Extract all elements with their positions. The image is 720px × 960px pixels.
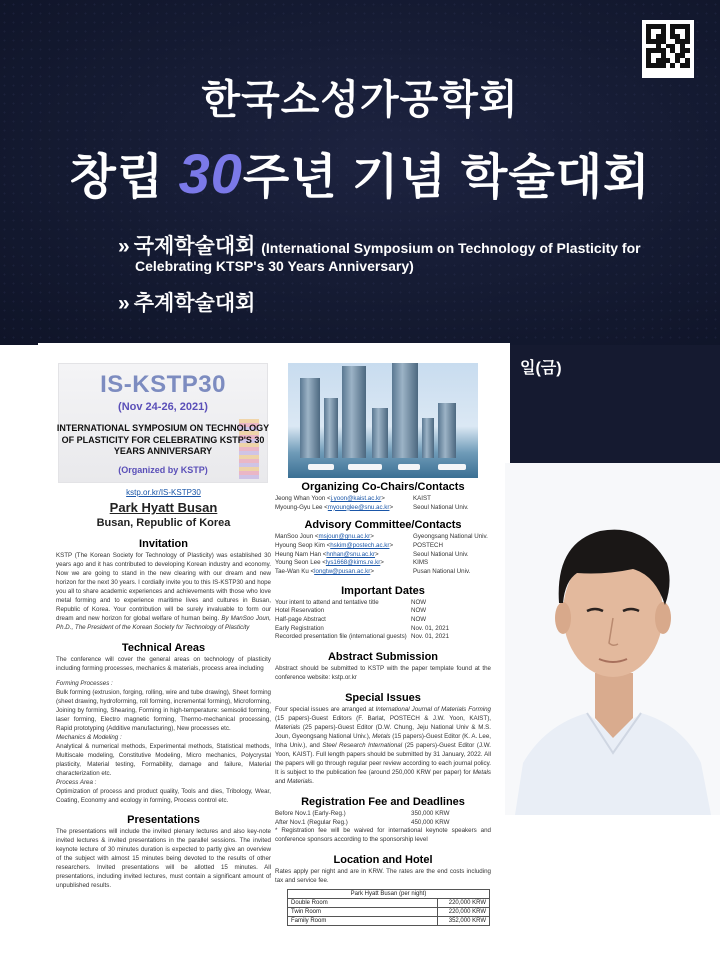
logo-title: IS-KSTP30 xyxy=(100,371,226,398)
banner-date-fragment: 일(금) xyxy=(520,360,562,377)
dates-list xyxy=(275,599,491,642)
invitation-body xyxy=(56,552,271,633)
date-row: Half-page Abstract NOW xyxy=(275,616,427,624)
contact-row: Jeong Whan Yoon <j.yoon@kaist.ac.kr> KAIST xyxy=(275,495,431,502)
forming-label: Forming Processes : xyxy=(56,679,113,687)
fee-row: Before Nov.1 (Early-Reg.) 350,000 KRW xyxy=(275,809,450,817)
double-chevron-icon: » xyxy=(118,235,130,258)
contact-org: POSTECH xyxy=(413,542,443,550)
presentations-body: The presentations will include the invited plenary lectures and also key-note invited lectures & invited presentations in the parallel sessions. The invited keynote lecture of 30 minutes duration is expected to partly give an overview of the subject with almost 15 minutes being devoted to the results of other researchers. Invited presentations will be allotted 15 minutes. All presentations, including invited lectures, must contain a significant amount of unpublished results. xyxy=(56,827,271,889)
qr-code[interactable] xyxy=(642,20,694,78)
event-banner xyxy=(0,0,720,345)
presentations-heading: Presentations xyxy=(127,813,200,826)
contact-org: Seoul National Univ. xyxy=(413,503,469,511)
venue-city: Busan, Republic of Korea xyxy=(96,517,231,529)
contact-org: Seoul National Univ. xyxy=(413,550,469,558)
double-chevron-icon: » xyxy=(118,292,130,315)
email-link[interactable]: msjoun@gnu.ac.kr xyxy=(318,533,371,541)
advisory-list xyxy=(275,533,491,576)
contact-row: Heung Nam Han <hnhan@snu.ac.kr> Seoul National Univ. xyxy=(275,550,469,558)
registration-heading: Registration Fee and Deadlines xyxy=(301,795,465,808)
location-body: Rates apply per night and are in KRW. The rates are the end costs including tax and service fee. xyxy=(275,868,491,885)
contact-row: ManSoo Joun <msjoun@gnu.ac.kr> Gyeongsang National Univ. xyxy=(275,533,488,541)
technical-heading: Technical Areas xyxy=(121,641,206,654)
mechanics-body: Analytical & numerical methods, Experimental methods, Statistical methods, Multiscale modeling, Constitutive Modeling, Micro mechanics, Polycrystal plasticity, Material testing, Formability, damage and failure, Material characterization etc. xyxy=(56,742,271,777)
contact-row: Young Seon Lee <lys1668@kims.re.kr> KIMS xyxy=(275,559,429,567)
symposium-flyer xyxy=(38,343,510,960)
date-row: Your intent to attend and tentative title NOW xyxy=(275,598,427,606)
special-heading: Special Issues xyxy=(345,692,421,705)
cochairs-list xyxy=(275,495,491,512)
hotel-rate-table xyxy=(287,889,490,926)
banner-title-pre: 창립 xyxy=(69,151,179,204)
banner-item-autumn-label: 추계학술대회 xyxy=(133,292,256,315)
contact-row: Tae-Wan Ku <longtw@pusan.ac.kr> Pusan National Univ. xyxy=(275,568,471,576)
contact-org: Gyeongsang National Univ. xyxy=(413,533,488,541)
contact-row: Myoung-Gyu Lee <myounglee@snu.ac.kr> Seoul National Univ. xyxy=(275,503,469,511)
banner-title-society: 한국소성가공학회 xyxy=(201,78,519,122)
table-row: Twin Room 220,000 KRW xyxy=(288,908,490,917)
abstract-heading: Abstract Submission xyxy=(327,651,439,664)
date-row: Hotel Reservation NOW xyxy=(275,607,427,615)
hotel-rate-header: Park Hyatt Busan (per night) xyxy=(288,890,490,899)
contact-org: KAIST xyxy=(413,495,431,502)
process-label: Process Area : xyxy=(56,778,97,786)
registration-note: * Registration fee will be waived for international keynote speakers and conference sponsors according to the sponsorship level xyxy=(275,827,491,844)
email-link[interactable]: longtw@pusan.ac.kr xyxy=(314,568,371,576)
banner-title-event xyxy=(60,138,660,207)
banner-item-international-sub2: Celebrating KTSP's 30 Years Anniversary) xyxy=(135,258,414,274)
contact-org: KIMS xyxy=(413,559,429,567)
special-body: Four special issues are arranged at International Journal of Materials Forming (15 papers)-Guest Editors (F. Barlat, POSTECH & J.W. Yoon, KAIST), Materials (25 papers)-Guest Editor (D.W. Chung, Jeju National Univ & M.S. Joun, Gyeongsang National Univ.), Metals (15 papers)-Guest Editor (K. A. Lee, Inha Univ.), and Steel Research International (25 papers)-Guest Editor (J.W. Yoon, KAIST). Full length papers should be submitted by 31 January, 2022. All the papers will go through regular peer review according to each journal policy. It is subject to the publication fee (around 250,000 KRW per paper) for Metals and Materials. xyxy=(275,706,491,785)
banner-title-30: 30 xyxy=(178,142,243,205)
invitation-heading: Invitation xyxy=(139,538,188,550)
table-row: Double Room 220,000 KRW xyxy=(288,899,490,908)
logo-dates: (Nov 24-26, 2021) xyxy=(118,401,208,413)
busan-skyline-photo xyxy=(288,363,478,478)
dates-heading: Important Dates xyxy=(341,584,425,597)
advisory-heading: Advisory Committee/Contacts xyxy=(304,519,462,532)
contact-org: Pusan National Univ. xyxy=(413,568,471,576)
date-row: Recorded presentation file (international guests) Nov. 01, 2021 xyxy=(275,633,450,641)
venue-name: Park Hyatt Busan xyxy=(109,500,218,515)
cochairs-heading: Organizing Co-Chairs/Contacts xyxy=(301,481,465,493)
logo-organizer: (Organized by KSTP) xyxy=(118,465,208,475)
banner-continuation xyxy=(505,345,720,463)
contact-row: Hyoung Seop Kim <hskim@postech.ac.kr> POSTECH xyxy=(275,542,443,550)
portrait-illustration xyxy=(505,463,720,815)
table-row: Family Room 352,000 KRW xyxy=(288,917,490,926)
mechanics-label: Mechanics & Modeling : xyxy=(56,733,122,741)
logo-subtitle: INTERNATIONAL SYMPOSIUM ON TECHNOLOGY OF PLASTICITY FOR CELEBRATING KSTP'S 30 YEARS ANNIVERSARY xyxy=(56,423,270,457)
registration-list xyxy=(275,810,491,827)
banner-item-autumn xyxy=(118,287,255,317)
technical-intro: The conference will cover the general areas on technology of plasticity including forming processes, mechanics & materials, process area including xyxy=(56,655,271,672)
email-link[interactable]: hnhan@snu.ac.kr xyxy=(326,550,376,558)
date-row: Early Registration Nov. 01, 2021 xyxy=(275,624,450,632)
invitation-text: KSTP (The Korean Society for Technology of Plasticity) was established 30 years ago and it has contributed to developing Korean industry and economy. Now we are going to stand in the new clearing with our dream and new horizon for the next 30 years. I cordially invite you to this IS-KSTP30 and hope you all to share academic experiences and achievements with those who love metal forming and to experience maritime lives and cultures in Busan, Republic of Korea. Your contribution will be surely invaluable to form our dream and new horizon for global welfare of human being. xyxy=(56,552,271,622)
portrait-photo xyxy=(505,463,720,815)
banner-title-post: 주년 기념 학술대회 xyxy=(242,151,651,204)
process-body: Optimization of process and product quality, Tools and dies, Tribology, Wear, Coating, Economy and ecology in forming, Process control etc. xyxy=(56,787,271,804)
banner-item-international-sub: (International Symposium on Technology of Plasticity for xyxy=(261,240,641,256)
fee-row: After Nov.1 (Regular Reg.) 450,000 KRW xyxy=(275,818,450,826)
email-link[interactable]: j.yoon@kaist.ac.kr xyxy=(330,495,382,502)
location-heading: Location and Hotel xyxy=(333,854,433,867)
email-link[interactable]: myounglee@snu.ac.kr xyxy=(327,503,390,511)
qr-code-pattern xyxy=(646,24,690,68)
conference-link[interactable]: kstp.or.kr/IS-KSTP30 xyxy=(126,488,201,497)
banner-item-international xyxy=(118,230,641,260)
invitation-signature: By ManSoo Joun, Ph.D., The President of the Korean Society for Technology of Plasticity xyxy=(56,614,271,631)
email-link[interactable]: lys1668@kims.re.kr xyxy=(325,559,381,567)
email-link[interactable]: hskim@postech.ac.kr xyxy=(330,542,390,550)
forming-body: Bulk forming (extrusion, forging, rolling, wire and tube drawing), Sheet forming (sheet drawing, hydroforming, roll forming, incremental forming), Microforming, Joining by forming, Shearing, Forming in high-temperature: semisolid forming, laser forming, Electro magnetic forming, Thermo-mechanical processing, Rapid prototyping (Additive manufacturing), New processes etc. xyxy=(56,688,271,732)
abstract-body: Abstract should be submitted to KSTP with the paper template found at the conference website: kstp.or.kr xyxy=(275,665,491,682)
banner-item-international-label: 국제학술대회 xyxy=(133,235,256,258)
